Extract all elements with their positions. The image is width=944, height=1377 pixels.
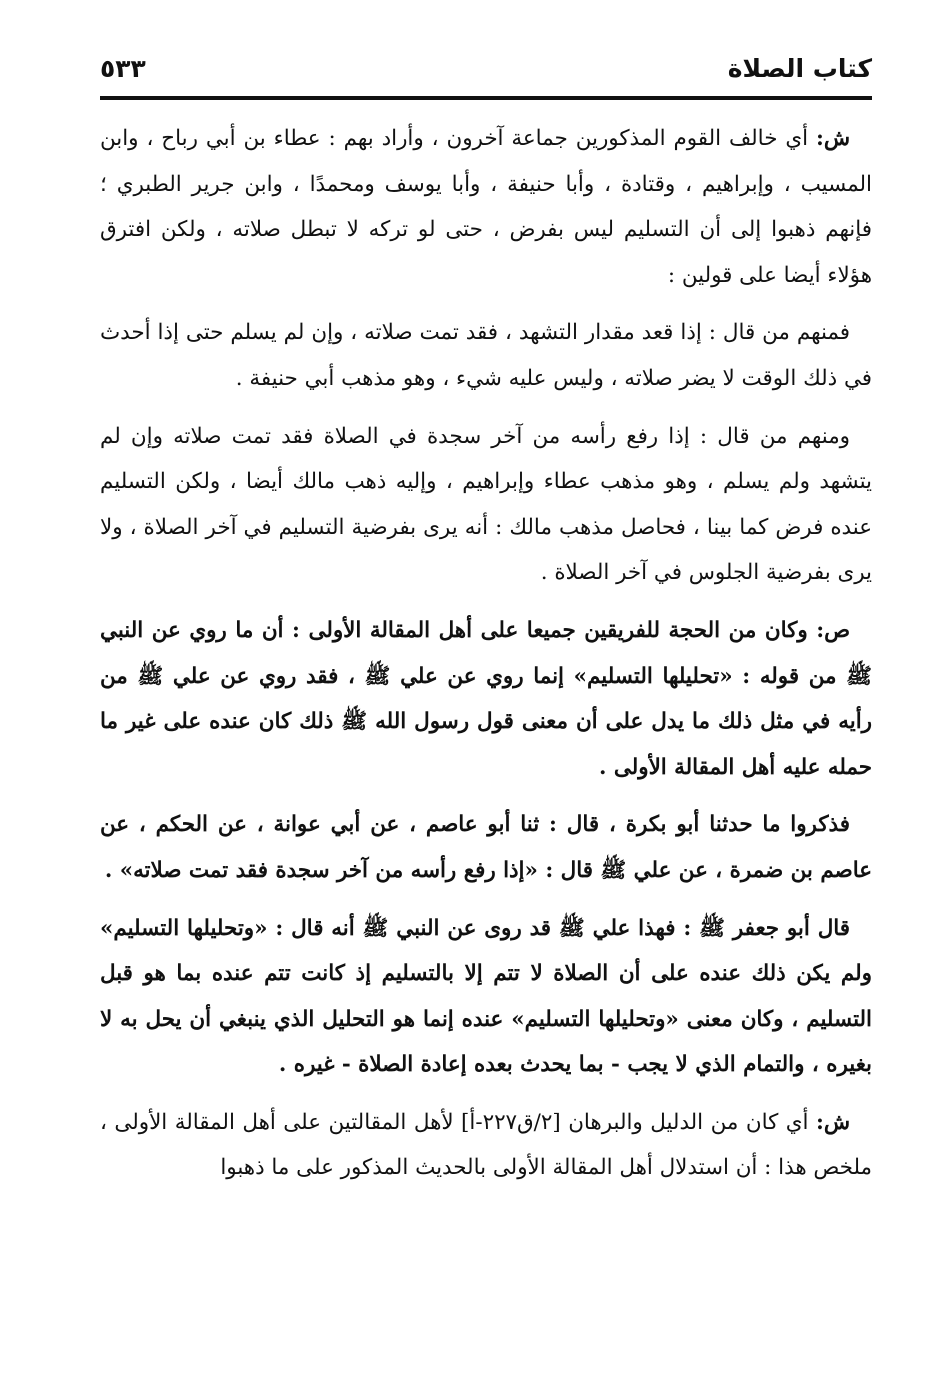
paragraph-text: قال أبو جعفر ﷺ : فهذا علي ﷺ قد روى عن النبي ﷺ أنه قال : «وتحليلها التسليم» ولم يكن ذلك عنده على أن الصلاة لا تتم إلا بالتسليم إذ كانت تتم عنده بما هو قبل التسليم ، وكان معنى «وتحليلها التسليم» عنده إنما هو التحليل الذي ينبغي أن يحل به لا بغيره ، والتمام الذي لا يجب - بما يحدث بعده إعادة الصلاة - غيره .	[100, 915, 872, 1078]
paragraph-matn-2	[100, 802, 872, 893]
paragraph-lead: ش:	[815, 126, 850, 151]
paragraph-matn-3	[100, 906, 872, 1088]
paragraph-lead: ش:	[815, 1109, 850, 1135]
running-header	[100, 48, 872, 92]
page-number: ٥٣٣	[100, 54, 146, 83]
paragraph-matn-1	[100, 608, 872, 790]
body-text	[100, 116, 872, 1203]
paragraph-text: ومنهم من قال : إذا رفع رأسه من آخر سجدة في الصلاة فقد تمت صلاته وإن لم يتشهد ولم يسلم ، وهو مذهب عطاء وإبراهيم ، وإليه ذهب مالك أيضا ، ولكن التسليم عنده فرض كما بينا ، فحاصل مذهب مالك : أنه يرى بفرضية التسليم في آخر الصلاة ، ولا يرى بفرضية الجلوس في آخر الصلاة .	[100, 423, 872, 586]
header-rule	[100, 96, 872, 100]
paragraph-text: فذكروا ما حدثنا أبو بكرة ، قال : ثنا أبو عاصم ، عن أبي عوانة ، عن الحكم ، عن عاصم بن ضمرة ، عن علي ﷺ قال : «إذا رفع رأسه من آخر سجدة فقد تمت صلاته» .	[100, 812, 872, 883]
paragraph-text: وكان من الحجة للفريقين جميعا على أهل المقالة الأولى : أن ما روي عن النبي ﷺ من قوله : «تحليلها التسليم» إنما روي عن علي ﷺ ، فقد روي عن علي ﷺ من رأيه في مثل ذلك ما يدل على أن معنى قول رسول الله ﷺ ذلك كان عنده على غير ما حمله عليه أهل المقالة الأولى .	[100, 617, 872, 780]
paragraph-commentary-2	[100, 1100, 872, 1191]
paragraph-opinion-1	[100, 310, 872, 401]
paragraph-opinion-2	[100, 414, 872, 596]
paragraph-text: أي كان من الدليل والبرهان [٢/ق٢٢٧-أ] لأهل المقالتين على أهل المقالة الأولى ، ملخص هذا : أن استدلال أهل المقالة الأولى بالحديث المذكور على ما ذهبوا	[100, 1109, 872, 1181]
paragraph-text: أي خالف القوم المذكورين جماعة آخرون ، وأراد بهم : عطاء بن أبي رباح ، وابن المسيب ، وإبراهيم ، وقتادة ، وأبا حنيفة ، وأبا يوسف ومحمدًا ، وابن جرير الطبري ؛ فإنهم ذهبوا إلى أن التسليم ليس بفرض ، حتى لو تركه لا تبطل صلاته ، ولكن افترق هؤلاء أيضا على قولين :	[100, 126, 872, 288]
paragraph-lead: ص:	[816, 617, 850, 643]
paragraph-commentary-1	[100, 116, 872, 298]
book-title: كتاب الصلاة	[727, 54, 872, 83]
paragraph-text: فمنهم من قال : إذا قعد مقدار التشهد ، فقد تمت صلاته ، وإن لم يسلم حتى إذا أحدث في ذلك الوقت لا يضر صلاته ، وليس عليه شيء ، وهو مذهب أبي حنيفة .	[100, 320, 872, 391]
